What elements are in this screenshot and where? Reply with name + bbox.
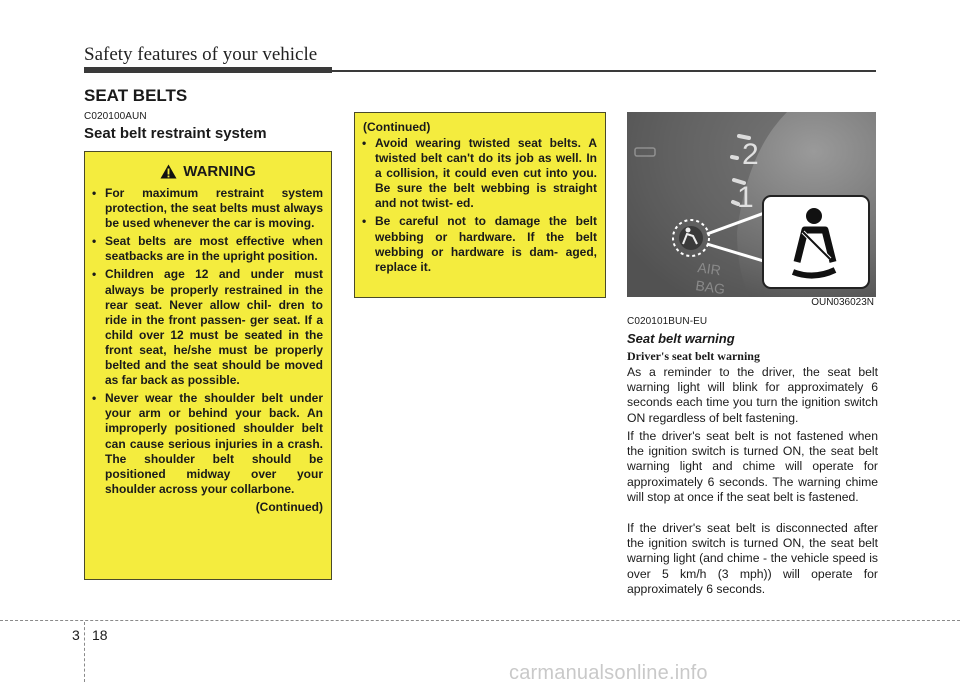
header-rule-thin	[332, 70, 876, 72]
section-code: C020100AUN	[84, 111, 147, 122]
warning-item: • Children age 12 and under must always be properly restrained in the rear seat. Never allow chil- dren to ride in the front passen- ger seat. If a child over 12 must be seated in the front seat, he/she must be properly belted and the seat should be moved as far back as possible.	[85, 267, 323, 388]
section-code: C020101BUN-EU	[627, 316, 708, 327]
airbag-text: BAG	[694, 277, 727, 298]
gauge-number: 2	[742, 138, 759, 171]
warning-item: • Seat belts are most effective when seatbacks are in the upright position.	[85, 234, 323, 264]
warning-item: • Avoid wearing twisted seat belts. A twisted belt can't do its job as well. In a collision, it could even cut into you. Be sure the belt webbing is straight and not twist- ed.	[355, 136, 597, 211]
section-title: SEAT BELTS	[84, 86, 188, 105]
continued-label: (Continued)	[255, 499, 323, 514]
photo-label	[627, 297, 876, 310]
section-number: 3	[72, 627, 80, 643]
running-header: Safety features of your vehicle	[84, 44, 318, 65]
footer-crop-line-vertical	[84, 622, 85, 682]
seatbelt-callout-icon	[763, 196, 869, 288]
warning-box	[84, 151, 332, 580]
paragraph: As a reminder to the driver, the seat belt warning light will blink for approximately 6 seconds each time you turn the ignition switch ON regardless of belt fastening.	[627, 365, 878, 425]
drivers-seat-belt-subtitle: Driver's seat belt warning	[627, 349, 760, 363]
airbag-text: AIR	[696, 259, 722, 279]
warning-continued-box	[354, 112, 606, 298]
warning-item: • For maximum restraint system protection, the seat belts must always be used whenever the car is moving.	[85, 186, 323, 231]
paragraph: If the driver's seat belt is not fastened when the ignition switch is turned ON, the seat belt warning light and chime will operate for approximately 6 seconds. The warning chime will stop at once if the seat belt is fastened.	[627, 429, 878, 504]
warning-item: • Be careful not to damage the belt webbing or hardware. If the belt webbing or hardware is dam- aged, replace it.	[355, 214, 597, 274]
warning-item: • Never wear the shoulder belt under your arm or behind your back. An improperly positioned shoulder belt can cause serious injuries in a crash. The shoulder belt should be positioned midway over your shoulder across your collarbone.	[85, 391, 323, 497]
photo-code: OUN036023N	[811, 297, 874, 308]
continued-heading: (Continued)	[363, 120, 431, 134]
warning-list	[85, 186, 331, 497]
gauge-number: 1	[737, 181, 754, 214]
instrument-cluster-photo	[627, 112, 876, 310]
page-number: 18	[92, 627, 108, 643]
warning-continued-list	[355, 136, 605, 275]
seat-belt-warning-title: Seat belt warning	[627, 331, 735, 346]
warning-label: WARNING	[183, 163, 256, 180]
header-rule-thick	[84, 67, 332, 73]
paragraph: If the driver's seat belt is disconnected after the ignition switch is turned ON, the seat belt warning light (and chime - the vehicle speed is over 5 km/h (3 mph)) will operate for approximately 6 seconds.	[627, 521, 878, 596]
warning-triangle-icon	[160, 164, 177, 179]
footer-crop-line	[0, 620, 960, 621]
subtitle: Seat belt restraint system	[84, 125, 267, 142]
watermark: carmanualsonline.info	[509, 662, 708, 684]
warning-header	[85, 163, 331, 180]
